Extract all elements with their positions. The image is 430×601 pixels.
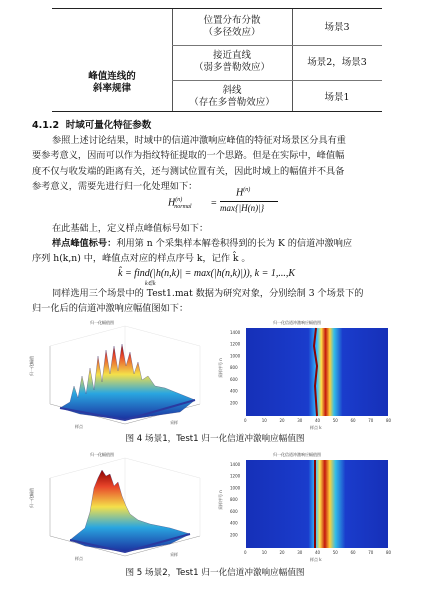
y-tick-label: 1000 — [230, 353, 241, 359]
x-tick-label: 20 — [279, 418, 285, 423]
x-tick-label: 60 — [350, 550, 356, 555]
table-group-label: 峰值连线的 斜率规律 — [88, 71, 136, 94]
x-tick-label: 20 — [279, 550, 285, 555]
figure4-heatmap — [218, 316, 398, 431]
x-tick-label: 50 — [332, 418, 338, 423]
paragraph: 同样选用三个场景中的 Test1.mat 数据为研究对象，分别绘制 3 个场景下的 — [52, 288, 364, 299]
plot-title: 归一化信道冲激响应幅值图 — [273, 320, 321, 325]
table-cell-pattern: 位置分布分散 （多径效应） — [203, 15, 261, 38]
x-tick-label: 10 — [261, 418, 267, 423]
plot-title: 归一化幅值图 — [90, 320, 114, 325]
x-tick-label: 70 — [368, 418, 374, 423]
table-divider — [172, 80, 382, 81]
y-tick-label: 600 — [230, 376, 238, 382]
x-tick-label: 0 — [244, 418, 247, 423]
section-heading: 4.1.2 时域可量化特征参数 — [32, 120, 152, 131]
table-cell-scene: 场景2，场景3 — [307, 57, 367, 68]
y-tick-label: 400 — [230, 520, 238, 526]
x-tick-label: 50 — [332, 550, 338, 555]
paragraph: 序列 h(k,n) 中，峰值点对应的样点序号 k，记作 k̂ 。 — [32, 253, 251, 264]
axis-label: 归一化幅值 — [29, 356, 34, 376]
paragraph: 样点峰值标号：利用第 n 个采集样本解卷积得到的长为 K 的信道冲激响应 — [52, 238, 353, 249]
x-tick-label: 40 — [315, 418, 321, 423]
normalization-formula: $H^{(n)}_{normal}$ = $H^{(n)}$ max{|H(n)|} — [168, 188, 278, 220]
y-tick-label: 1400 — [230, 329, 241, 335]
y-tick-label: 1200 — [230, 341, 241, 347]
axis-label: 采样 — [170, 552, 178, 557]
axis-label: 样点 — [75, 424, 83, 429]
figure5-surface-plot — [30, 448, 210, 563]
y-tick-label: 400 — [230, 388, 238, 394]
x-tick-label: 60 — [350, 418, 356, 423]
plot-title: 归一化幅值图 — [90, 452, 114, 457]
axis-label: 样点 — [75, 556, 83, 561]
table-cell-scene: 场景1 — [324, 92, 350, 103]
x-tick-label: 30 — [297, 418, 303, 423]
x-tick-label: 70 — [368, 550, 374, 555]
plot-title: 归一化信道冲激响应幅值图 — [273, 452, 321, 457]
x-tick-label: 80 — [386, 550, 392, 555]
table-divider — [172, 45, 382, 46]
x-tick-label: 40 — [315, 550, 321, 555]
table-cell-pattern: 斜线 （存在多普勒效应） — [189, 85, 275, 108]
axis-label: 采样序号 n — [218, 358, 223, 378]
paragraph: 在此基础上，定义样点峰值标号如下： — [52, 223, 209, 234]
figure5-heatmap — [218, 448, 398, 563]
y-tick-label: 600 — [230, 508, 238, 514]
x-tick-label: 30 — [297, 550, 303, 555]
y-tick-label: 200 — [230, 532, 238, 538]
axis-label: 归一化幅值 — [29, 488, 34, 508]
axis-label: 样点 k — [310, 557, 322, 562]
x-tick-label: 0 — [244, 550, 247, 555]
figure4-surface-plot — [30, 316, 210, 431]
paragraph: 要参考意义，因而可以作为指纹特征提取的一个思路。但是在实际中，峰值幅 度不仅与收发端的距离有关，还与测试位置有关，因此时域上的幅值并不具备 参考意义，需要先进行归一化处理如下： — [32, 150, 345, 192]
axis-label: 采样序号 n — [218, 490, 223, 510]
y-tick-label: 1200 — [230, 473, 241, 479]
y-tick-label: 800 — [230, 497, 238, 503]
figure5-caption: 图 5 场景2，Test1 归一化信道冲激响应幅值图 — [125, 568, 305, 578]
paragraph: 归一化后的信道冲激响应幅值图如下： — [32, 303, 189, 314]
peak-index-formula-subscript: k∈k — [145, 281, 156, 287]
y-tick-label: 200 — [230, 400, 238, 406]
paragraph: 参照上述讨论结果，时域中的信道冲激响应峰值的特征对场景区分具有重 — [52, 135, 346, 146]
y-tick-label: 1400 — [230, 461, 241, 467]
figure4-caption: 图 4 场景1，Test1 归一化信道冲激响应幅值图 — [125, 434, 305, 444]
feature-table — [52, 8, 382, 112]
table-cell-pattern: 接近直线 （弱多普勒效应） — [193, 50, 270, 73]
table-cell-scene: 场景3 — [324, 22, 350, 33]
y-tick-label: 1000 — [230, 485, 241, 491]
axis-label: 样点 k — [310, 425, 322, 430]
y-tick-label: 800 — [230, 365, 238, 371]
axis-label: 采样 — [170, 420, 178, 425]
x-tick-label: 10 — [261, 550, 267, 555]
peak-index-formula: k̂ = find(|h(n,k)| = max(|h(n,k)|)), k = 1,...,K — [118, 268, 296, 279]
x-tick-label: 80 — [386, 418, 392, 423]
